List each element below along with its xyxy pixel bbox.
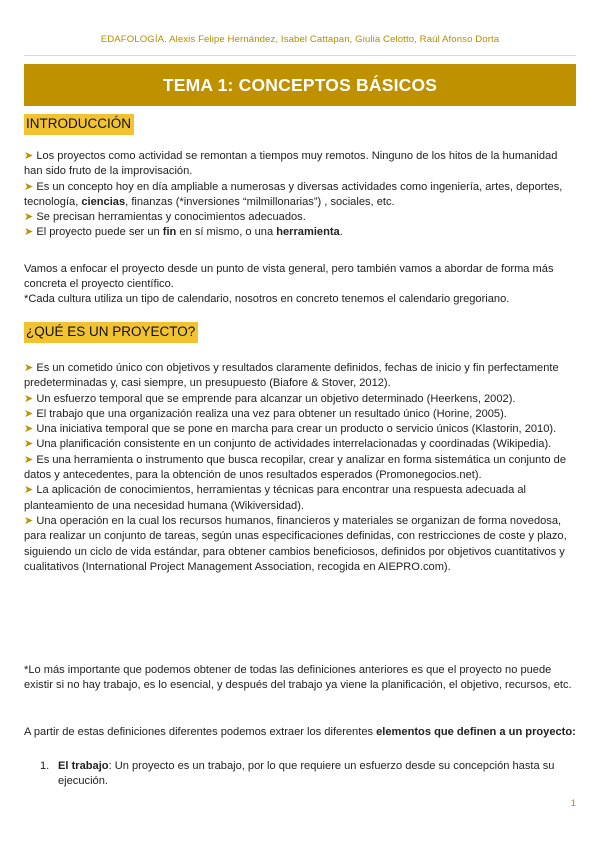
project-heading: ¿QUÉ ES UN PROYECTO? <box>24 322 198 343</box>
arrow-icon: ➤ <box>24 226 34 239</box>
intro-bullet: ➤ Es un concepto hoy en día ampliable a numerosas y diversas actividades como ingeniería, artes, deportes, tecnología, ciencias, finanzas (*inversiones “milmillonarias”) , sociales, etc. <box>24 180 563 208</box>
intro-bullet: ➤ Se precisan herramientas y conocimientos adecuados. <box>24 211 306 224</box>
arrow-icon: ➤ <box>24 180 34 193</box>
arrow-icon: ➤ <box>24 453 34 466</box>
project-bullet: ➤ La aplicación de conocimientos, herramientas y técnicas para encontrar una respuesta adecuada al planteamiento de una necesidad humana (Wikiversidad). <box>24 484 526 512</box>
intro-note: *Cada cultura utiliza un tipo de calendario, nosotros en concreto tenemos el calendario gregoriano. <box>24 293 510 305</box>
project-bullet: ➤ Una planificación consistente en un conjunto de actividades interrelacionadas y coordinadas (Wikipedia). <box>24 438 552 451</box>
arrow-icon: ➤ <box>24 362 34 374</box>
arrow-icon: ➤ <box>24 407 34 420</box>
project-bullets <box>24 361 576 575</box>
project-note: *Lo más importante que podemos obtener de todas las definiciones anteriores es que el proyecto no puede existir si no hay trabajo, es lo esencial, y después del trabajo ya viene la planificación, el objetivo, recursos, etc. <box>24 664 572 692</box>
arrow-icon: ➤ <box>24 150 34 162</box>
running-header: EDAFOLOGÍA. Alexis Felipe Hernández, Isabel Cattapan, Giulia Celotto, Raúl Afonso Dorta <box>100 34 500 45</box>
project-bullet: ➤ Un esfuerzo temporal que se emprende para alcanzar un objetivo determinado (Heerkens, 2002). <box>24 392 516 405</box>
arrow-icon: ➤ <box>24 514 34 527</box>
arrow-icon: ➤ <box>24 392 34 405</box>
arrow-icon: ➤ <box>24 484 34 497</box>
elements-list-item: 1. El trabajo: Un proyecto es un trabajo, por lo que requiere un esfuerzo desde su concepción hasta su ejecución. <box>40 760 555 788</box>
elements-intro: A partir de estas definiciones diferentes podemos extraer los diferentes elementos que definen a un proyecto: <box>24 726 576 738</box>
project-bullet: ➤ Es una herramienta o instrumento que busca recopilar, crear y analizar en forma sistemática un conjunto de datos y antecedentes, para la obtención de unos resultados esperados (Promonegocios.net). <box>24 453 567 482</box>
page-number: 1 <box>570 798 576 809</box>
project-bullet: ➤ El trabajo que una organización realiza una vez para obtener un resultado único (Horine, 2005). <box>24 407 507 420</box>
intro-paragraph: Vamos a enfocar el proyecto desde un punto de vista general, pero también vamos a abordar de forma más concreta el proyecto científico. <box>24 263 554 291</box>
header-rule <box>24 55 576 56</box>
arrow-icon: ➤ <box>24 438 34 451</box>
intro-bullet: ➤ El proyecto puede ser un fin en sí mismo, o una herramienta. <box>24 226 343 239</box>
page-title: TEMA 1: CONCEPTOS BÁSICOS <box>24 64 576 106</box>
arrow-icon: ➤ <box>24 211 34 224</box>
intro-bullet: ➤ Los proyectos como actividad se remontan a tiempos muy remotos. Ninguno de los hitos de la humanidad han sido fruto de la improvisación. <box>24 150 558 178</box>
intro-bullets <box>24 149 576 241</box>
intro-heading: INTRODUCCIÓN <box>24 114 134 135</box>
arrow-icon: ➤ <box>24 423 34 436</box>
project-bullet: ➤ Una operación en la cual los recursos humanos, financieros y materiales se organizan de forma novedosa, para realizar un conjunto de tareas, según unas especificaciones definidas, con restricciones de coste y plazo, siguiendo un ciclo de vida estándar, para obtener cambios beneficiosos, definidos por objetivos cuantitativos y cualitativos (International Project Management Association, recogida en AIEPRO.com). <box>24 514 567 573</box>
project-bullet: ➤ Es un cometido único con objetivos y resultados claramente definidos, fechas de inicio y fin perfectamente predeterminadas y, casi siempre, un presupuesto (Biafore & Stover, 2012). <box>24 362 559 390</box>
project-bullet: ➤ Una iniciativa temporal que se pone en marcha para crear un producto o servicio únicos (Klastorin, 2010). <box>24 423 557 436</box>
